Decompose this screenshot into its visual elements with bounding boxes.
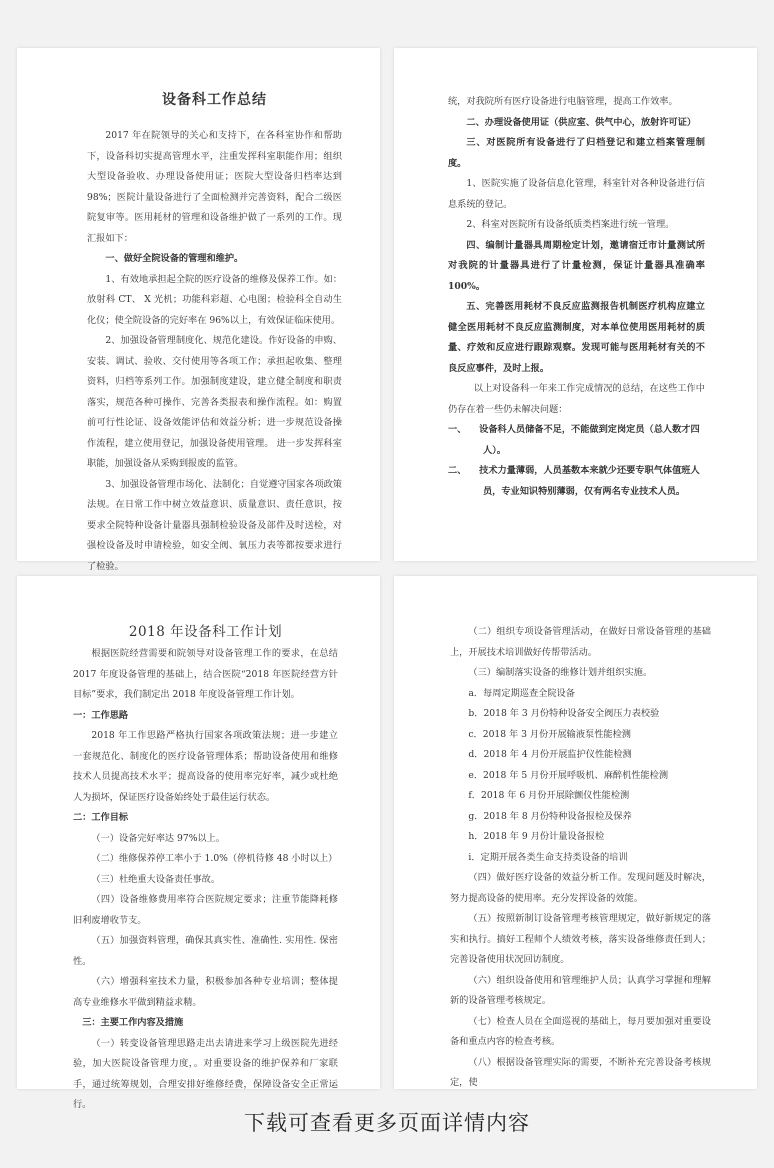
list-item: c．2018 年 3 月份开展输液泵性能检测 — [468, 728, 631, 740]
section-heading: 二：工作目标 — [73, 812, 129, 823]
paragraph: 统，对我院所有医疗设备进行电脑管理，提高工作效率。 — [448, 96, 678, 107]
document-page-4 — [394, 576, 757, 1089]
paragraph: 2、科室对医院所有设备纸质类档案进行统一管理。 — [466, 219, 675, 230]
paragraph: （三）杜绝重大设备责任事故。 — [91, 873, 221, 885]
paragraph: （三）编制落实设备的维修计划并组织实施。 — [468, 667, 653, 678]
document-page-2 — [394, 48, 757, 561]
list-item: i．定期开展各类生命支持类设备的培训 — [468, 851, 628, 863]
list-item: e．2018 年 5 月份开展呼吸机、麻醉机性能检测 — [468, 769, 669, 781]
page-title: 设备科工作总结 — [162, 92, 267, 108]
paragraph: 2018 年工作思路严格执行国家各项政策法规；进一步建立一套规范化、制度化的医疗设备管理体系；帮助设备使用和维修技术人员提高技术水平；提高设备的使用率完好率，减少或杜绝人为损坏，保证医疗设备始终处于最佳运行状态。 — [73, 730, 338, 803]
list-item-text: 技术力量薄弱，人员基数本来就少还要专职气体值班人员，专业知识特别薄弱，仅有两名专业技术人员。 — [479, 465, 700, 497]
paragraph: 2017 年在院领导的关心和支持下，在各科室协作和帮助下，设备科切实提高管理水平，注重发挥科室职能作用；组织大型设备验收、办理设备使用证；医院大型设备归档率达到 98%；医院计量设备进行了全面检测并完善资料，配合二级医院复审等。医用耗材的管理和设备维护做了一系列的工作。现汇报如下： — [87, 130, 342, 244]
paragraph: 以上对设备科一年来工作完成情况的总结，在这些工作中仍存在着一些仍未解决问题： — [448, 383, 705, 415]
paragraph: （四）做好医疗设备的效益分析工作。发现问题及时解决，努力提高设备的使用率。充分发挥设备的效能。 — [450, 872, 711, 904]
list-item-text: 设备科人员储备不足，不能做到定岗定员（总人数才四人）。 — [479, 424, 700, 456]
list-item-number: 二、 — [448, 465, 467, 476]
paragraph: 根据医院经营需要和院领导对设备管理工作的要求，在总结 2017 年度设备管理的基础上，结合医院“2018 年医院经营方针目标”要求，我们制定出 2018 年度设备管理工作计划。 — [73, 648, 338, 700]
list-item: f．2018 年 6 月份开展除颤仪性能检测 — [468, 790, 630, 801]
paragraph: （四）设备维修费用率符合医院规定要求；注重节能降耗修旧利废增收节支。 — [73, 894, 338, 926]
paragraph: （六）增强科室技术力量，积极参加各种专业培训；整体提高专业维修水平做到精益求精。 — [73, 976, 338, 1008]
paragraph: （五）按照新制订设备管理考核管理规定，做好新规定的落实和执行。搞好工程师个人绩效考核，落实设备维修责任到人；完善设备使用状况回访制度。 — [450, 913, 711, 965]
section-heading: 二、办理设备使用证（供应室、供气中心，放射许可证） — [466, 116, 697, 128]
paragraph: （一）转变设备管理思路走出去请进来学习上级医院先进经验，加大医院设备管理力度，。对重要设备的维护保养和厂家联手，通过统筹规划，合理安排好维修经费，保障设备安全正常运行。 — [73, 1037, 338, 1110]
section-heading: 一：工作思路 — [73, 709, 129, 721]
list-item: g．2018 年 8 月份特种设备报检及保养 — [468, 810, 632, 822]
list-item-number: 一、 — [448, 424, 467, 435]
document-page-1 — [17, 48, 380, 572]
paragraph: （五）加强资料管理，确保其真实性、准确性. 实用性. 保密性。 — [73, 935, 338, 967]
paragraph: （一）设备完好率达 97%以上。 — [91, 832, 225, 844]
section-heading: 三、对医院所有设备进行了归档登记和建立档案管理制度。 — [448, 137, 705, 169]
list-item: a．每周定期巡查全院设备 — [468, 687, 575, 699]
paragraph: （六）组织设备使用和管理维护人员；认真学习掌握和理解新的设备管理考核规定。 — [450, 974, 711, 1006]
paragraph: （二）维修保养停工率小于 1.0%（停机待修 48 小时以上） — [91, 853, 338, 864]
paragraph: 1、有效地承担起全院的医疗设备的维修及保养工作。如：放射科 CT、 X 光机；功能科彩超、心电图；检验科全自动生化仪；使全院设备的完好率在 96%以上，有效保证临床使用。 — [87, 273, 342, 326]
section-heading: 三：主要工作内容及措施 — [82, 1017, 184, 1028]
paragraph: 2、加强设备管理制度化、规范化建设。作好设备的申购、安装、调试、验收、交付使用等各项工作；承担起收集、整理资料，归档等系列工作。加强制度建设，建立健全制度和职责落实，规范各种可操作、完善各类报表和操作流程。如：购置前可行性论证、设备效能评估和效益分析；进一步规范设备操作流程，建立使用登记，加强设备使用管理。 进一步发挥科室职能，加强设备从采购到报废的监管。 — [87, 335, 342, 469]
list-item — [448, 420, 705, 461]
section-heading: 一、做好全院设备的管理和维护。 — [105, 253, 244, 264]
list-item: h．2018 年 9 月份计量设备报检 — [468, 831, 605, 842]
paragraph: 3、加强设备管理市场化、法制化；自觉遵守国家各项政策法规。在日常工作中树立效益意识、质量意识、责任意识，按要求全院特种设备计量器具强制检验设备及部件及时送检，对强检设备及时申请检验，如安全阀、氧压力表等都按要求进行了检验。 — [87, 478, 342, 572]
paragraph: （八）根据设备管理实际的需要，不断补充完善设备考核规定，使 — [450, 1056, 711, 1088]
list-item — [448, 461, 705, 502]
issue-list — [448, 420, 705, 502]
document-page-3 — [17, 576, 380, 1110]
paragraph: 1、医院实施了设备信息化管理，科室针对各种设备进行信息系统的登记。 — [448, 178, 705, 210]
paragraph: （二）组织专项设备管理活动，在做好日常设备管理的基础上，开展技术培训做好传帮带活动。 — [450, 626, 711, 658]
download-more-text: 下载可查看更多页面详情内容 — [244, 1111, 530, 1135]
list-item: b．2018 年 3 月份特种设备安全阀压力表校验 — [468, 708, 660, 719]
list-item: d．2018 年 4 月份开展监护仪性能检测 — [468, 749, 632, 760]
page-title: 2018 年设备科工作计划 — [128, 624, 283, 640]
section-heading: 四、编制计量器具周期检定计划，邀请宿迁市计量测试所对我院的计量器具进行了计量检测，保证计量器具准确率 100%。 — [448, 239, 705, 292]
paragraph: （七）检查人员在全面巡视的基础上，每月要加强对重要设备和重点内容的检查考核。 — [450, 1015, 711, 1047]
section-heading: 五、完善医用耗材不良反应监测报告机制医疗机构应建立健全医用耗材不良反应监测制度，对本单位使用医用耗材的质量、疗效和反应进行跟踪观察。发现可能与医用耗材有关的不良反应事件，及时上报。 — [448, 301, 705, 374]
